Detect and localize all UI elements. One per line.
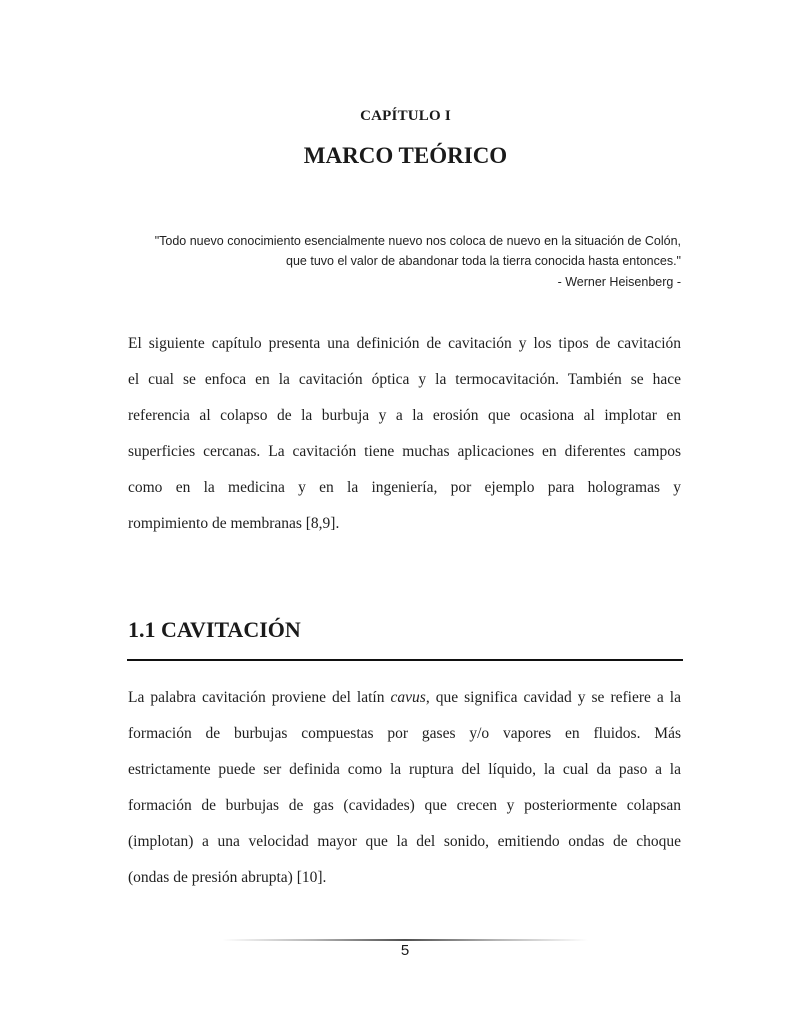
chapter-title: MARCO TEÓRICO [303, 143, 508, 168]
paragraph-line: rompimiento de membranas [8,9]. [128, 515, 340, 532]
epigraph-author: - Werner Heisenberg - [557, 275, 681, 289]
paragraph-line: el cual se enfoca en la cavitación óptica y la termocavitación. También se hace [128, 371, 681, 388]
latin-term: cavus [390, 689, 426, 706]
text-run: La palabra cavitación proviene del latín [128, 689, 391, 706]
paragraph-line: (ondas de presión abrupta) [10]. [128, 869, 327, 886]
paragraph-line: formación de burbujas compuestas por gases y/o vapores en fluidos. Más [128, 725, 681, 742]
page-number: 5 [400, 942, 410, 959]
chapter-label: CAPÍTULO I [360, 108, 451, 124]
text-run: , que significa cavidad y se refiere a la [425, 689, 681, 706]
epigraph-line: "Todo nuevo conocimiento esencialmente nuevo nos coloca de nuevo en la situación de Colón, [154, 234, 681, 248]
cavitation-paragraph [128, 680, 681, 896]
section-heading: 1.1 CAVITACIÓN [128, 617, 301, 642]
paragraph-line: como en la medicina y en la ingeniería, por ejemplo para hologramas y [128, 479, 681, 496]
paragraph-line: estrictamente puede ser definida como la ruptura del líquido, la cual da paso a la [128, 761, 681, 778]
intro-paragraph [128, 326, 681, 542]
paragraph-line: (implotan) a una velocidad mayor que la del sonido, emitiendo ondas de choque [128, 833, 681, 850]
paragraph-line: superficies cercanas. La cavitación tiene muchas aplicaciones en diferentes campos [128, 443, 681, 460]
paragraph-line: formación de burbujas de gas (cavidades) que crecen y posteriormente colapsan [128, 797, 681, 814]
section-divider [127, 659, 683, 661]
paragraph-line: El siguiente capítulo presenta una definición de cavitación y los tipos de cavitación [128, 335, 681, 352]
paragraph-line: referencia al colapso de la burbuja y a la erosión que ocasiona al implotar en [128, 407, 681, 424]
paragraph-line [128, 680, 681, 716]
footer-divider [222, 939, 588, 941]
epigraph-line: que tuvo el valor de abandonar toda la tierra conocida hasta entonces." [286, 254, 681, 268]
epigraph [81, 231, 681, 292]
